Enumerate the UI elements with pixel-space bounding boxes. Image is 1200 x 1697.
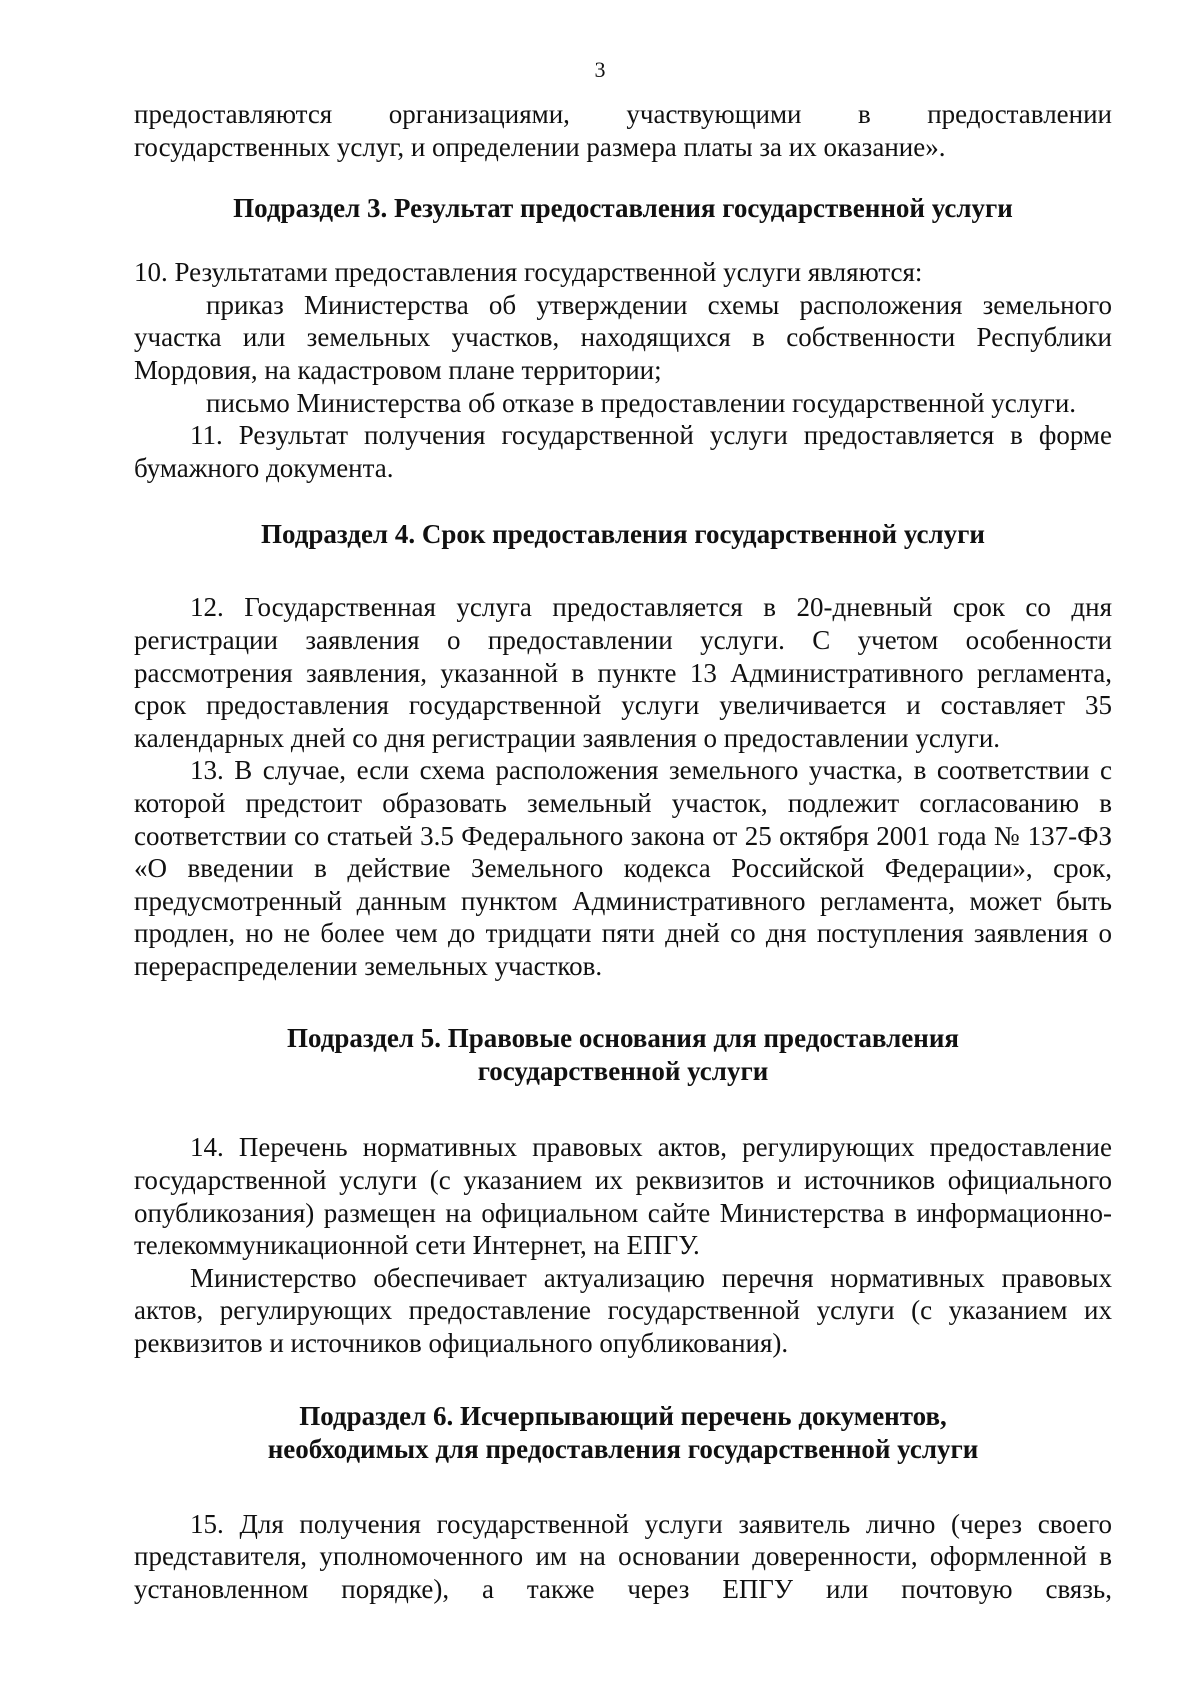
paragraph-11: 11. Результат получения государственной услуги предоставляется в форме бумажного документа.	[134, 420, 1112, 483]
page-number: 3	[594, 57, 606, 82]
section-5-heading-line-1: Подраздел 5. Правовые основания для предоставления	[286, 1023, 960, 1054]
paragraph-12: 12. Государственная услуга предоставляется в 20-дневный срок со дня регистрации заявления о предоставлении услуги. С учетом особенности рассмотрения заявления, указанной в пункте 13 Административного регламента, срок предоставления государственной услуги увеличивается и составляет 35 календарных дней со дня регистрации заявления о предоставлении услуги.	[134, 592, 1112, 753]
intro-paragraph: предоставляются организациями, участвующими в предоставлении государственных услуг, и определении размера платы за их оказание».	[134, 99, 1112, 162]
section-4-heading: Подраздел 4. Срок предоставления государственной услуги	[261, 519, 985, 550]
paragraph-13: 13. В случае, если схема расположения земельного участка, в соответствии с которой предстоит образовать земельный участок, подлежит согласованию в соответствии со статьей 3.5 Федерального закона от 25 октября 2001 года № 137-ФЗ «О введении в действие Земельного кодекса Российской Федерации», срок, предусмотренный данным пунктом Административного регламента, может быть продлен, но не более чем до тридцати пяти дней со дня поступления заявления о перераспределении земельных участков.	[134, 755, 1112, 981]
section-6-heading-line-2: необходимых для предоставления государственной услуги	[267, 1433, 979, 1464]
paragraph-14: 14. Перечень нормативных правовых актов, регулирующих предоставление государственной услуги (с указанием их реквизитов и источников официального опубликозания) размещен на официальном сайте Министерства в информационно-телекоммуникационной сети Интернет, на ЕПГУ.	[134, 1132, 1112, 1261]
section-3-heading: Подраздел 3. Результат предоставления государственной услуги	[233, 193, 1013, 224]
section-6-heading-line-1: Подраздел 6. Исчерпывающий перечень документов,	[299, 1400, 947, 1431]
section-6-heading	[134, 1400, 1112, 1466]
section-5-heading	[134, 1022, 1112, 1088]
paragraph-15: 15. Для получения государственной услуги заявитель лично (через своего представителя, уполномоченного им на основании доверенности, оформленной в установленном порядке), а также через ЕПГУ или почтовую связь,	[134, 1508, 1112, 1604]
result-item-order: приказ Министерства об утверждении схемы расположения земельного участка или земельных участков, находящихся в собственности Республики Мордовия, на кадастровом плане территории;	[134, 289, 1112, 385]
paragraph-10: 10. Результатами предоставления государственной услуги являются:	[134, 257, 923, 288]
document-body	[134, 98, 1112, 1605]
section-5-heading-line-2: государственной услуги	[477, 1056, 769, 1087]
paragraph-14-continuation: Министерство обеспечивает актуализацию перечня нормативных правовых актов, регулирующих предоставление государственной услуги (с указанием их реквизитов и источников официального опубликования).	[134, 1262, 1112, 1359]
result-item-refusal-letter: письмо Министерства об отказе в предоставлении государственной услуги.	[206, 387, 1077, 418]
